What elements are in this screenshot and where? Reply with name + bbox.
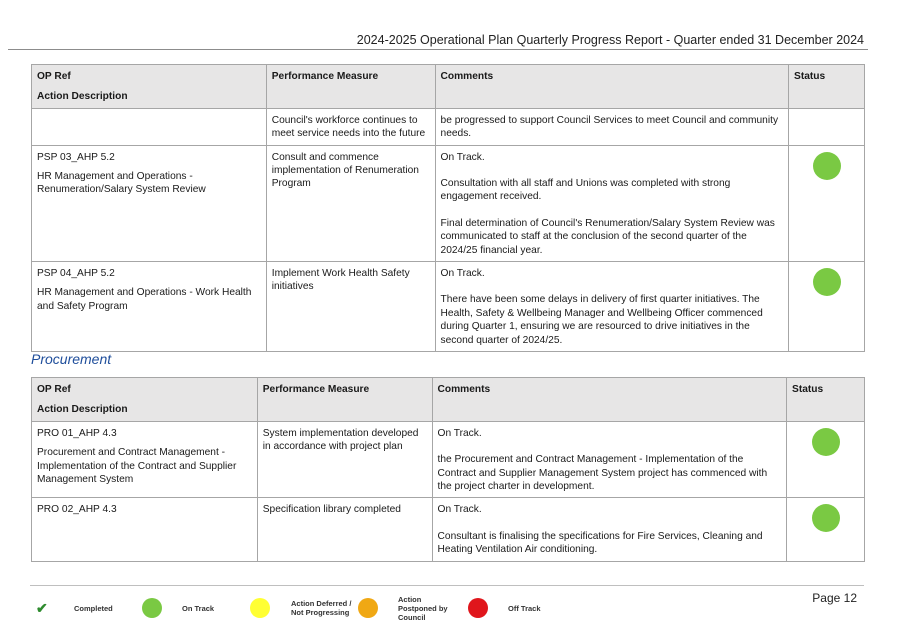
comment-line: Consultant is finalising the specifications for Fire Services, Cleaning and Heating Ventilation Air conditioning. bbox=[437, 530, 763, 556]
op-ref-cell bbox=[32, 262, 267, 352]
comment-line: On Track. bbox=[437, 427, 482, 439]
legend-off-track bbox=[468, 594, 488, 622]
table-row bbox=[32, 498, 865, 561]
action-description: HR Management and Operations - Work Health and Safety Program bbox=[37, 287, 252, 312]
op-ref-cell bbox=[32, 421, 258, 498]
on-track-dot bbox=[813, 152, 841, 180]
op-ref-cell bbox=[32, 145, 267, 261]
measure-cell: Specification library completed bbox=[257, 498, 432, 561]
comment-line: On Track. bbox=[440, 268, 485, 280]
table-header-row bbox=[32, 378, 865, 422]
measure-cell: Consult and commence implementation of Renumeration Program bbox=[266, 145, 435, 261]
page-number: Page 12 bbox=[812, 591, 857, 605]
footer-divider bbox=[30, 585, 864, 586]
procurement-table bbox=[31, 377, 865, 562]
postponed-legend-dot bbox=[358, 598, 378, 618]
col-op-ref: OP Ref Action Description bbox=[32, 65, 267, 109]
section-heading-procurement: Procurement bbox=[31, 351, 112, 367]
legend-deferred bbox=[250, 594, 270, 622]
col-performance-measure: Performance Measure bbox=[257, 378, 432, 422]
deferred-legend-dot bbox=[250, 598, 270, 618]
legend-completed-label: Completed bbox=[74, 603, 113, 613]
op-ref: PRO 01_AHP 4.3 bbox=[37, 427, 117, 439]
action-description: HR Management and Operations - Renumeration/Salary System Review bbox=[37, 171, 206, 196]
legend-off-track-label: Off Track bbox=[508, 603, 541, 613]
comments-cell bbox=[432, 421, 787, 498]
status-cell bbox=[789, 145, 865, 261]
action-description: Procurement and Contract Management - Implementation of the Contract and Supplier Management System bbox=[37, 447, 237, 486]
op-ref: PSP 04_AHP 5.2 bbox=[37, 268, 115, 280]
table-row-continuation bbox=[32, 108, 865, 145]
col-status: Status bbox=[789, 65, 865, 109]
measure-cell: System implementation developed in accordance with project plan bbox=[257, 421, 432, 498]
status-legend bbox=[32, 594, 572, 624]
on-track-dot bbox=[812, 504, 840, 532]
table-header-row bbox=[32, 65, 865, 109]
comment-line: Final determination of Council's Renumeration/Salary System Review was communicated to staff at the conclusion of the second quarter of the 2024/25 financial year. bbox=[440, 217, 775, 256]
status-cell bbox=[789, 262, 865, 352]
check-icon: ✔ bbox=[36, 599, 48, 616]
header-divider bbox=[8, 49, 868, 50]
op-ref-cell bbox=[32, 498, 258, 561]
on-track-dot bbox=[812, 428, 840, 456]
table-row bbox=[32, 145, 865, 261]
table-row bbox=[32, 262, 865, 352]
comments-cell: be progressed to support Council Services to meet Council and community needs. bbox=[435, 108, 789, 145]
on-track-dot bbox=[813, 268, 841, 296]
comments-cell bbox=[435, 262, 789, 352]
status-cell bbox=[787, 498, 865, 561]
comments-cell bbox=[432, 498, 787, 561]
col-comments: Comments bbox=[432, 378, 787, 422]
comment-line: There have been some delays in delivery of first quarter initiatives. The Health, Safety & Wellbeing Manager and Wellbeing Officer commenced during Quarter 1, ensuring we are resourced to drive initiatives in the second quarter of 2024/25. bbox=[440, 294, 763, 346]
legend-deferred-label: Action Deferred / Not Progressing bbox=[291, 599, 352, 617]
on-track-legend-dot bbox=[142, 598, 162, 618]
op-ref: PRO 02_AHP 4.3 bbox=[37, 504, 117, 516]
status-cell bbox=[787, 421, 865, 498]
status-cell bbox=[789, 108, 865, 145]
off-track-legend-dot bbox=[468, 598, 488, 618]
hr-table bbox=[31, 64, 865, 352]
col-performance-measure: Performance Measure bbox=[266, 65, 435, 109]
col-comments: Comments bbox=[435, 65, 789, 109]
col-status: Status bbox=[787, 378, 865, 422]
legend-postponed-label: Action Postponed by Council bbox=[398, 594, 448, 622]
comment-line: the Procurement and Contract Management - Implementation of the Contract and Supplier Management System project has commenced with the project charter in development. bbox=[437, 454, 768, 493]
legend-completed bbox=[36, 594, 48, 622]
comment-line: On Track. bbox=[440, 151, 485, 163]
legend-on-track-label: On Track bbox=[182, 603, 215, 613]
col-op-ref: OP Ref Action Description bbox=[32, 378, 258, 422]
legend-postponed bbox=[358, 594, 378, 622]
op-ref-cell bbox=[32, 108, 267, 145]
comments-cell bbox=[435, 145, 789, 261]
report-title: 2024-2025 Operational Plan Quarterly Progress Report - Quarter ended 31 December 2024 bbox=[356, 33, 864, 47]
legend-on-track bbox=[142, 594, 162, 622]
measure-cell: Council's workforce continues to meet service needs into the future bbox=[266, 108, 435, 145]
op-ref: PSP 03_AHP 5.2 bbox=[37, 151, 115, 163]
comment-line: Consultation with all staff and Unions was completed with strong engagement received. bbox=[440, 178, 731, 203]
comment-line: On Track. bbox=[437, 504, 482, 516]
measure-cell: Implement Work Health Safety initiatives bbox=[266, 262, 435, 352]
table-row bbox=[32, 421, 865, 498]
